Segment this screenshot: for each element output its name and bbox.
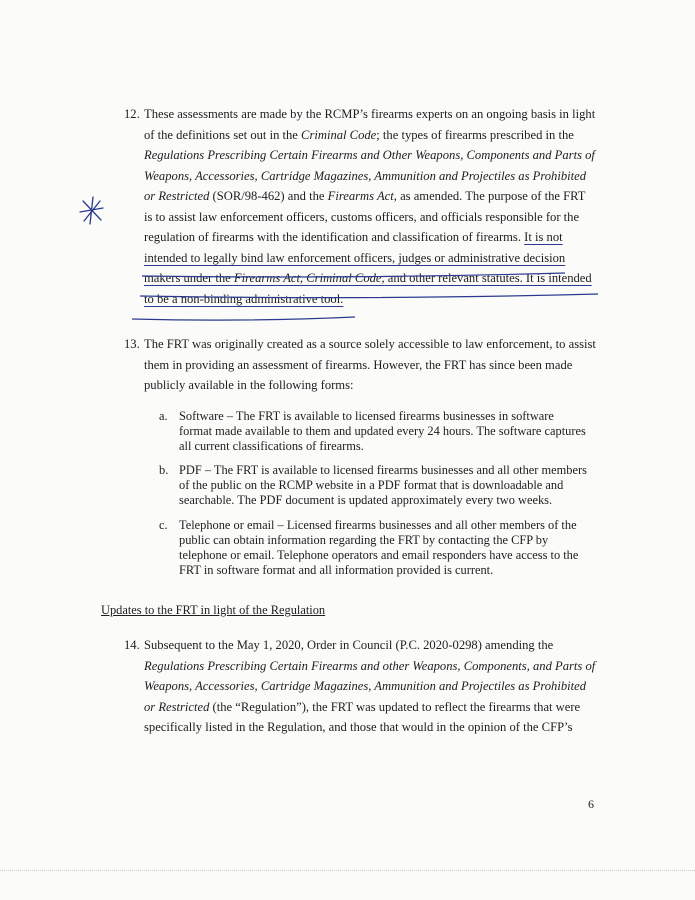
page-number: 6 xyxy=(588,797,594,811)
underlined-text: and other relevant statutes. It is intended xyxy=(384,271,592,285)
text-line xyxy=(144,248,595,269)
list-item-text xyxy=(179,409,586,454)
text-line: PDF – The FRT is available to licensed firearms businesses and all other members xyxy=(179,463,587,477)
text-line: regulation of firearms with the identification and classification of firearms. It is not xyxy=(144,230,563,244)
italic-text: or Restricted xyxy=(144,699,210,714)
underlined-text: It is not xyxy=(524,230,563,244)
underlined-text: makers under the xyxy=(144,271,234,285)
paragraph-12 xyxy=(124,104,595,309)
text-line: publicly available in the following forms: xyxy=(144,378,354,392)
paragraph-number: 13. xyxy=(124,337,140,351)
text-line: The FRT was originally created as a source solely accessible to law enforcement, to assist xyxy=(144,337,596,351)
asterisk-mark-icon xyxy=(80,197,103,224)
text-line: or Restricted (SOR/98-462) and the Firearms Act, as amended. The purpose of the FRT xyxy=(144,189,586,203)
paragraph-number: 14. xyxy=(124,638,140,652)
list-item-b xyxy=(159,463,587,508)
text-line xyxy=(144,656,595,677)
text-line: Telephone or email – Licensed firearms businesses and all other members of the xyxy=(179,518,577,532)
section-heading: Updates to the FRT in light of the Regulation xyxy=(101,603,326,617)
text-line: FRT in software format and all information provided is current. xyxy=(179,563,494,577)
text-line: Subsequent to the May 1, 2020, Order in Council (P.C. 2020-0298) amending the xyxy=(144,638,554,652)
underlined-italic-text: Firearms Act, Criminal Code, xyxy=(233,271,385,285)
paragraph-13 xyxy=(124,334,596,396)
list-item-label: c. xyxy=(159,518,168,532)
paragraph-body xyxy=(144,334,596,396)
underlined-text: intended to legally bind law enforcement officers, judges or administrative decision xyxy=(144,250,566,265)
text-line: all current classifications of firearms. xyxy=(179,439,364,453)
italic-text: or Restricted xyxy=(144,189,210,203)
paragraph-body xyxy=(144,104,595,309)
text-line: them in providing an assessment of firearms. However, the FRT has since been made xyxy=(144,357,573,372)
text-line: of the public on the RCMP website in a PDF format that is downloadable and xyxy=(179,478,564,492)
list-item-text xyxy=(179,518,578,578)
text-line: telephone or email. Telephone operators and email responders have access to the xyxy=(179,548,579,562)
paragraph-number: 12. xyxy=(124,107,140,121)
text-line: searchable. The PDF document is updated approximately every two weeks. xyxy=(179,493,553,507)
italic-text: Weapons, Accessories, Cartridge Magazines, Ammunition and Projectiles as Prohibited xyxy=(144,679,587,693)
paragraph-body xyxy=(144,635,595,738)
list-item-c xyxy=(159,518,578,578)
text-line xyxy=(144,166,595,187)
text-line: Software – The FRT is available to licensed firearms businesses in software xyxy=(179,409,554,423)
text-line: specifically listed in the Regulation, and those that would in the opinion of the CFP’s xyxy=(144,720,573,734)
pen-underline-3 xyxy=(132,317,355,320)
list-item-a xyxy=(159,409,586,454)
text-line: These assessments are made by the RCMP’s firearms experts on an ongoing basis in light xyxy=(144,107,596,121)
list-item-text xyxy=(179,463,587,508)
scan-edge xyxy=(0,870,695,872)
italic-text: Regulations Prescribing Certain Firearms and Other Weapons, Components and Parts of xyxy=(144,148,595,162)
text-line: or Restricted (the “Regulation”), the FRT was updated to reflect the firearms that were xyxy=(144,699,581,714)
text-line: is to assist law enforcement officers, customs officers, and officials responsible for the xyxy=(144,209,580,224)
text-line xyxy=(144,289,595,310)
text-line: format made available to them and updated every 24 hours. The software captures xyxy=(179,424,586,438)
list-item-label: b. xyxy=(159,463,169,477)
text-line xyxy=(144,676,595,697)
text-line xyxy=(144,145,595,166)
italic-text: Weapons, Accessories, Cartridge Magazines, Ammunition and Projectiles as Prohibited xyxy=(144,168,587,183)
list-item-label: a. xyxy=(159,409,168,423)
italic-text: Criminal Code xyxy=(301,127,377,142)
underlined-text: to be a non-binding administrative tool. xyxy=(144,291,344,306)
text-line xyxy=(144,268,595,289)
paragraph-14 xyxy=(124,635,595,738)
italic-text: Firearms Act xyxy=(327,189,394,203)
text-line: public can obtain information regarding the FRT by contacting the CFP by xyxy=(179,533,549,547)
text-line: of the definitions set out in the Criminal Code; the types of firearms prescribed in the xyxy=(144,127,574,142)
italic-text: Regulations Prescribing Certain Firearms and other Weapons, Components, and Parts of xyxy=(144,658,596,673)
